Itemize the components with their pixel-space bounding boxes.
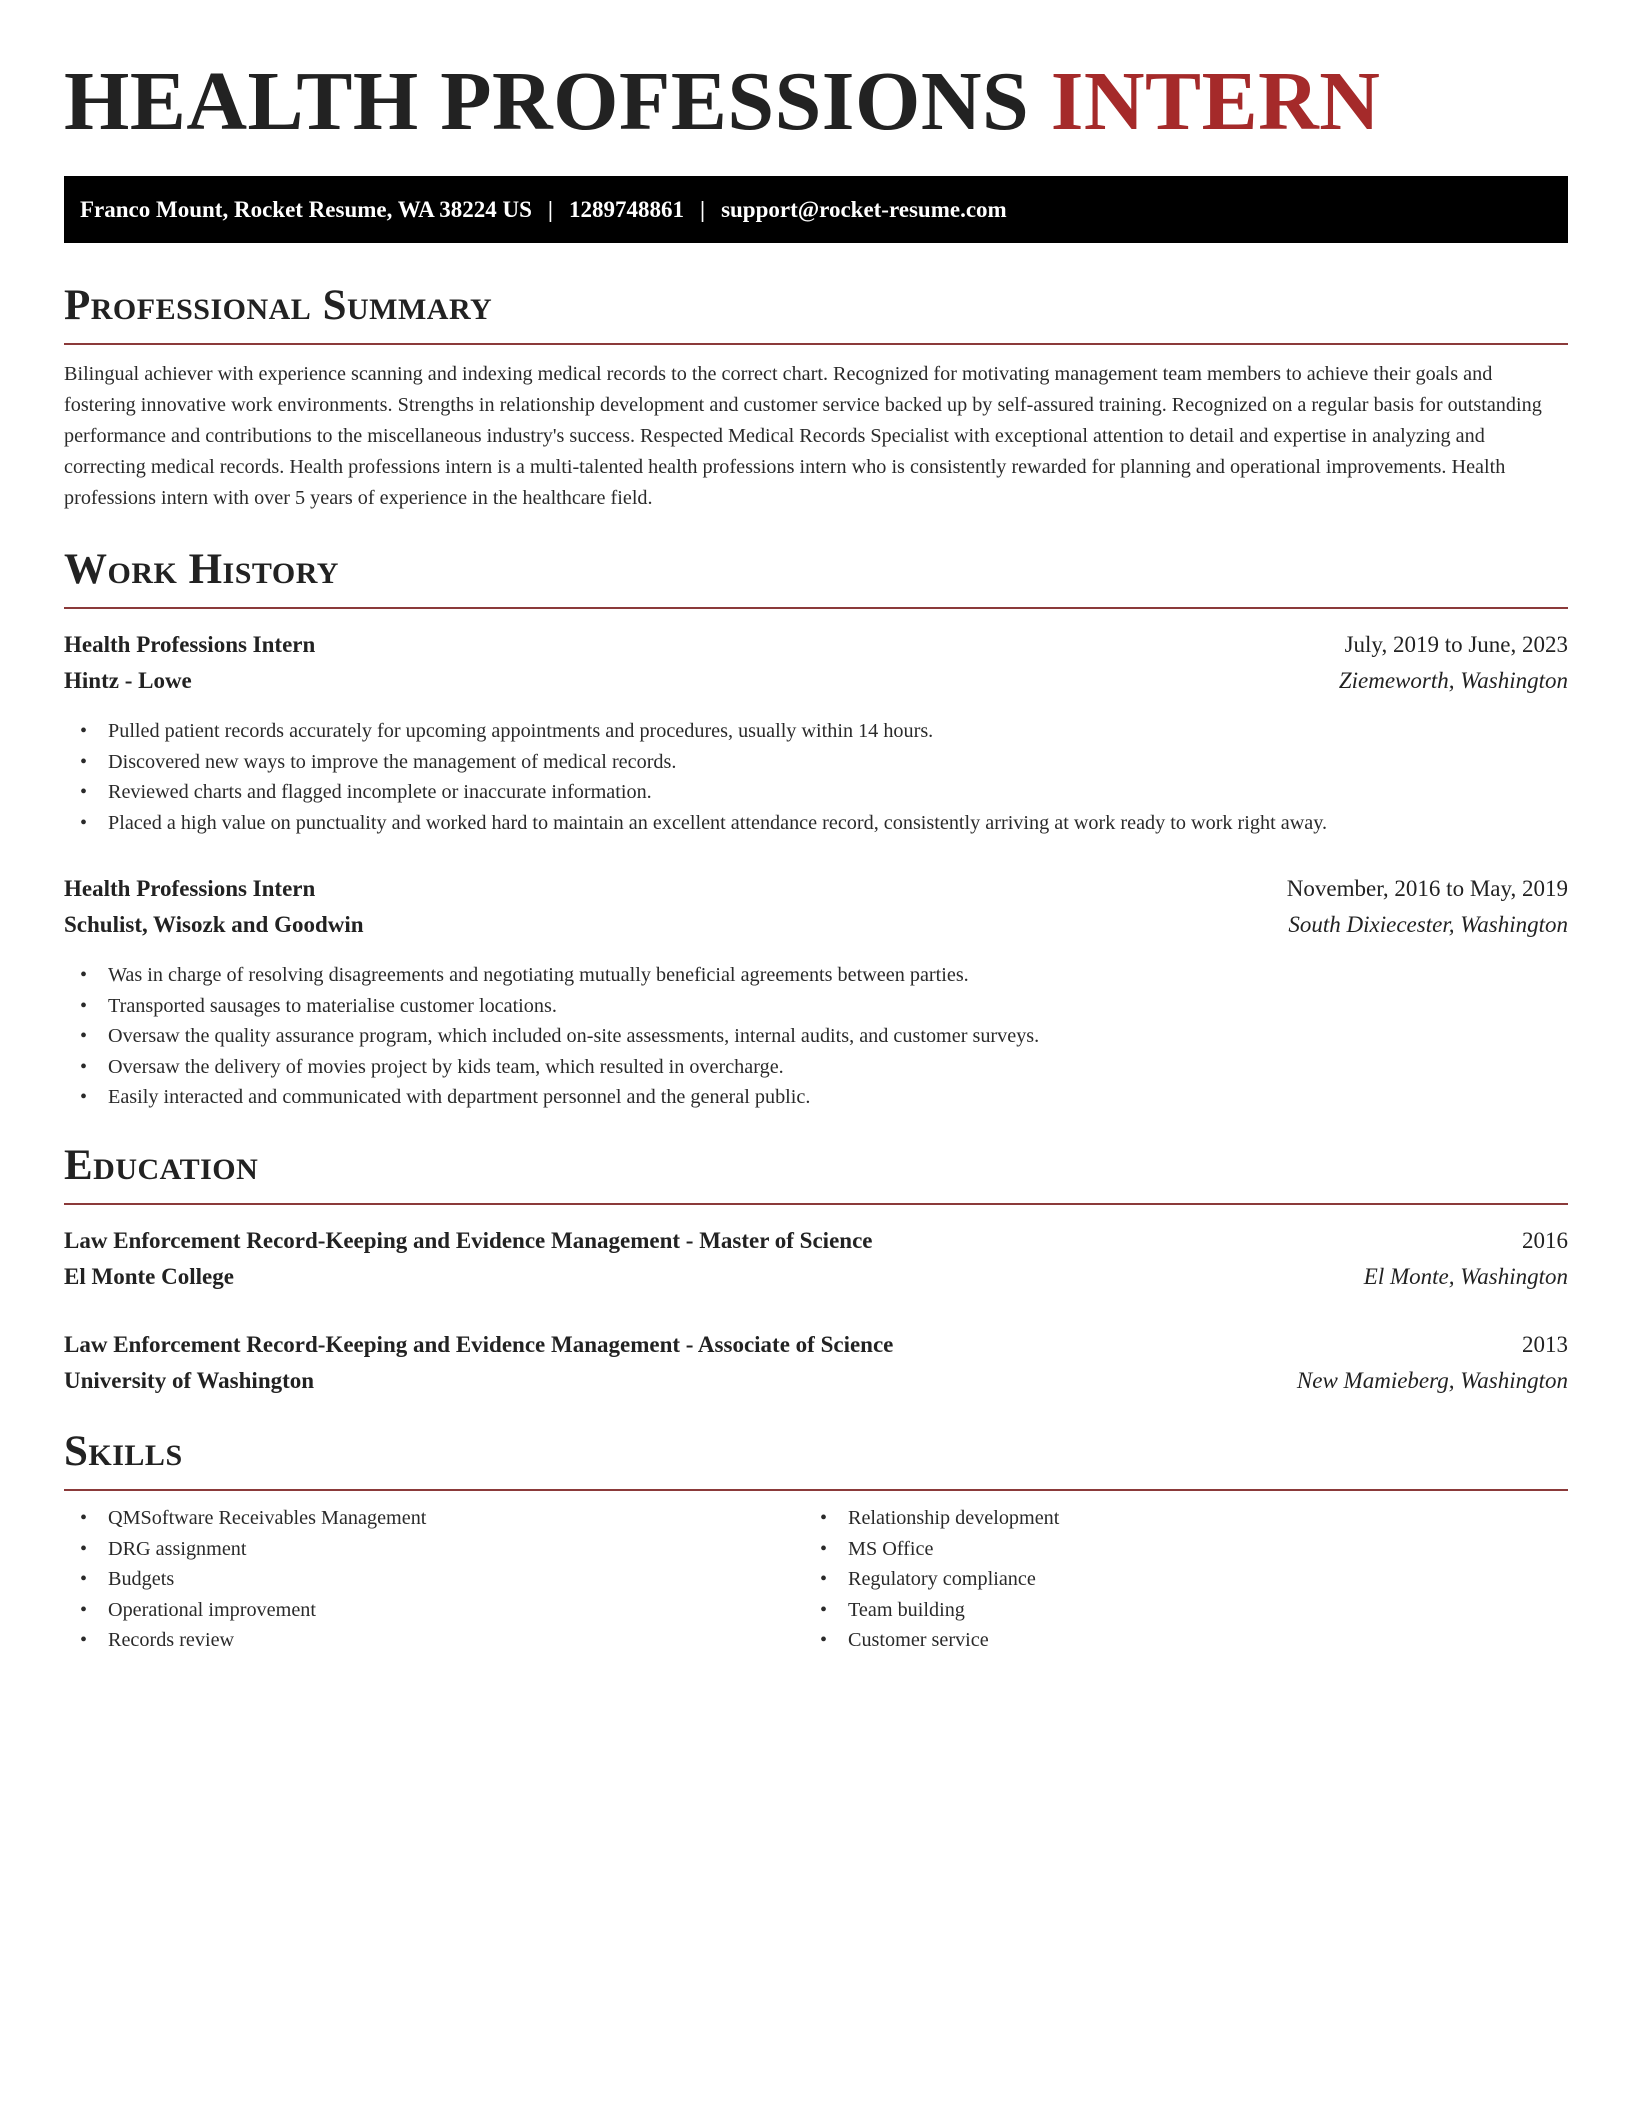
list-item: • Easily interacted and communicated with department personnel and the general public. bbox=[64, 1082, 1568, 1113]
skills-section bbox=[64, 1427, 1568, 1656]
section-divider bbox=[64, 343, 1568, 345]
education-school: El Monte College bbox=[64, 1264, 234, 1289]
list-item: • Discovered new ways to improve the management of medical records. bbox=[64, 747, 1568, 778]
summary-text: Bilingual achiever with experience scanning and indexing medical records to the correct chart. Recognized for motivating management team members to achieve their goals and fostering innovative work environments. Strengths in relationship development and customer service backed up by self-assured training. Recognized on a regular basis for outstanding performance and contributions to the miscellaneous industry's success. Respected Medical Records Specialist with exceptional attention to detail and expertise in analyzing and correcting medical records. Health professions intern is a multi-talented health professions intern who is consistently rewarded for planning and operational improvements. Health professions intern with over 5 years of experience in the healthcare field. bbox=[64, 363, 1542, 509]
job-entry bbox=[64, 632, 1568, 838]
education-location: El Monte, Washington bbox=[1363, 1264, 1568, 1289]
list-item: • Reviewed charts and flagged incomplete or inaccurate information. bbox=[64, 777, 1568, 808]
skills-heading: Skills bbox=[64, 1428, 183, 1475]
section-divider bbox=[64, 607, 1568, 609]
section-divider bbox=[64, 1489, 1568, 1491]
job-location: Ziemeworth, Washington bbox=[1338, 668, 1568, 693]
skill-item: • Operational improvement bbox=[64, 1595, 804, 1626]
job-company: Hintz - Lowe bbox=[64, 668, 192, 693]
summary-heading: Professional Summary bbox=[64, 282, 493, 329]
contact-separator: | bbox=[699, 196, 706, 222]
skill-item: • Team building bbox=[804, 1595, 1544, 1626]
skill-item: • DRG assignment bbox=[64, 1534, 804, 1565]
skill-item: • Records review bbox=[64, 1625, 804, 1656]
skill-item: • Relationship development bbox=[804, 1503, 1544, 1534]
education-year: 2016 bbox=[1522, 1228, 1568, 1253]
job-title: Health Professions Intern bbox=[64, 632, 316, 657]
skill-item: • Customer service bbox=[804, 1625, 1544, 1656]
work-history-heading: Work History bbox=[64, 546, 339, 593]
skills-list-right bbox=[804, 1503, 1544, 1656]
skill-item: • Budgets bbox=[64, 1564, 804, 1595]
education-degree: Law Enforcement Record-Keeping and Evidence Management - Associate of Science bbox=[64, 1332, 894, 1357]
skill-item: • Regulatory compliance bbox=[804, 1564, 1544, 1595]
job-entry bbox=[64, 876, 1568, 1113]
section-divider bbox=[64, 1203, 1568, 1205]
contact-separator: | bbox=[547, 196, 553, 222]
list-item: • Oversaw the quality assurance program, which included on-site assessments, internal audits, and customer surveys. bbox=[64, 1021, 1568, 1052]
job-dates: July, 2019 to June, 2023 bbox=[1344, 632, 1568, 657]
education-school: University of Washington bbox=[64, 1368, 315, 1393]
job-location: South Dixiecester, Washington bbox=[1288, 912, 1568, 937]
resume-title bbox=[64, 52, 1380, 152]
list-item: • Placed a high value on punctuality and worked hard to maintain an excellent attendance record, consistently arriving at work ready to work right away. bbox=[64, 808, 1568, 839]
contact-email[interactable]: support@rocket-resume.com bbox=[721, 196, 1007, 222]
list-item: • Oversaw the delivery of movies project by kids team, which resulted in overcharge. bbox=[64, 1052, 1568, 1083]
education-heading: Education bbox=[64, 1142, 259, 1189]
list-item: • Transported sausages to materialise customer locations. bbox=[64, 991, 1568, 1022]
job-bullets bbox=[64, 960, 1568, 1113]
job-dates: November, 2016 to May, 2019 bbox=[1286, 876, 1568, 901]
skills-columns bbox=[64, 1503, 1568, 1656]
list-item: • Was in charge of resolving disagreements and negotiating mutually beneficial agreements between parties. bbox=[64, 960, 1568, 991]
work-history-section bbox=[64, 545, 1568, 609]
job-title: Health Professions Intern bbox=[64, 876, 316, 901]
education-location: New Mamieberg, Washington bbox=[1296, 1368, 1568, 1393]
summary-section bbox=[64, 281, 1568, 514]
education-entry bbox=[64, 1228, 1568, 1300]
contact-address: Franco Mount, Rocket Resume, WA 38224 US bbox=[80, 196, 532, 222]
job-bullets bbox=[64, 716, 1568, 838]
education-entry bbox=[64, 1332, 1568, 1404]
contact-bar bbox=[64, 176, 1568, 243]
contact-phone[interactable]: 1289748861 bbox=[568, 196, 684, 222]
list-item: • Pulled patient records accurately for upcoming appointments and procedures, usually within 14 hours. bbox=[64, 716, 1568, 747]
title-accent: INTERN bbox=[1050, 55, 1381, 148]
education-section bbox=[64, 1141, 1568, 1205]
skill-item: • QMSoftware Receivables Management bbox=[64, 1503, 804, 1534]
job-company: Schulist, Wisozk and Goodwin bbox=[64, 912, 364, 937]
education-degree: Law Enforcement Record-Keeping and Evidence Management - Master of Science bbox=[64, 1228, 873, 1253]
skill-item: • MS Office bbox=[804, 1534, 1544, 1565]
education-year: 2013 bbox=[1522, 1332, 1568, 1357]
title-main: HEALTH PROFESSIONS bbox=[64, 55, 1030, 148]
skills-list-left bbox=[64, 1503, 804, 1656]
